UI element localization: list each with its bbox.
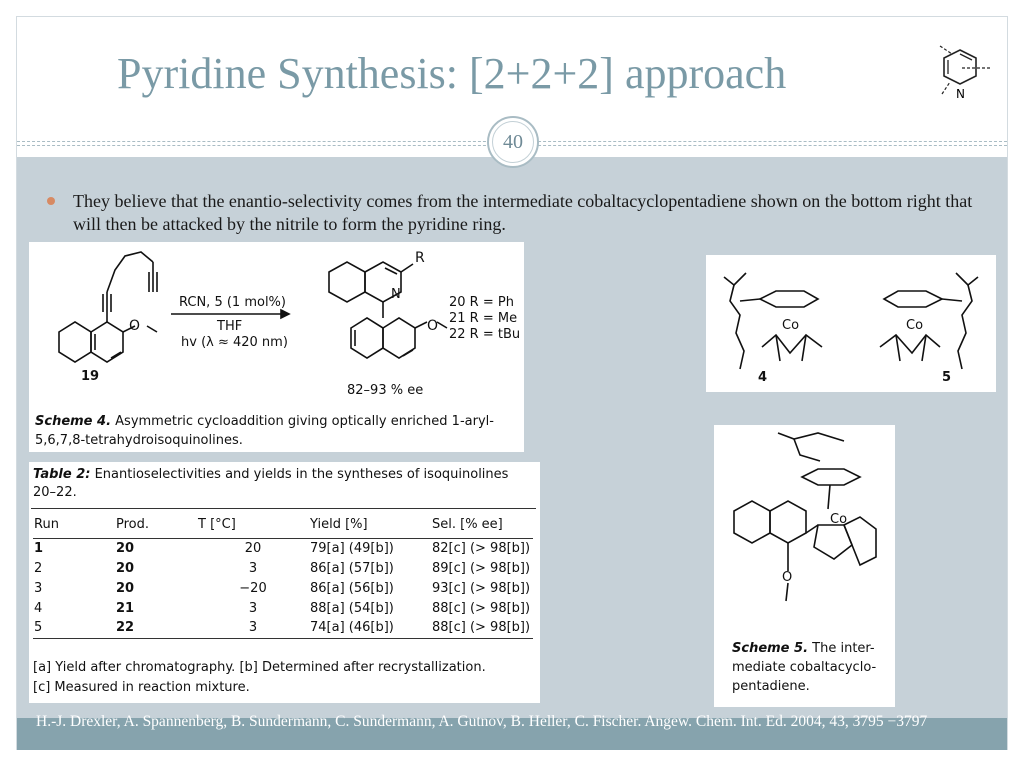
product-r-label: R xyxy=(415,250,425,266)
table2-caption-text: Enantioselectivities and yields in the syntheses of isoquinolines 20–22. xyxy=(33,467,509,500)
table2-caption xyxy=(33,466,533,502)
scheme5-co-label: Co xyxy=(830,512,848,527)
footer-citation: H.-J. Drexler, A. Spannenberg, B. Sundermann, C. Sundermann, A. Gutnov, B. Heller, C. Fischer. Angew. Chem. Int. Ed. 2004, 43, 3795 −3797 xyxy=(36,713,928,730)
table2-caption-lead: Table 2: xyxy=(33,467,91,482)
scheme5-panel xyxy=(714,425,895,707)
cell: 21 xyxy=(116,600,135,616)
table2-panel xyxy=(29,462,540,703)
scheme5-o-label: O xyxy=(782,570,793,585)
cell: 88[a] (54[b]) xyxy=(310,600,394,616)
table-row xyxy=(33,558,533,578)
scheme5-caption-line3: pentadiene. xyxy=(732,679,810,694)
cell: 82[c] (> 98[b]) xyxy=(432,540,531,556)
scheme5-caption xyxy=(732,639,892,696)
cell: 4 xyxy=(34,600,43,616)
cell: 79[a] (49[b]) xyxy=(310,540,394,556)
footnote-2: [c] Measured in reaction mixture. xyxy=(33,680,250,695)
header-temp: T [°C] xyxy=(198,517,236,533)
scheme5-caption-lead: Scheme 5. xyxy=(732,641,809,656)
product-21-label: 21 R = Me xyxy=(449,311,518,326)
header-yield: Yield [%] xyxy=(310,517,368,533)
cell: 20 xyxy=(116,560,135,576)
header-prod: Prod. xyxy=(116,517,150,533)
cell: 22 xyxy=(116,620,135,636)
cell: 88[c] (> 98[b]) xyxy=(432,620,531,636)
table2-rule-top xyxy=(31,508,536,509)
table2 xyxy=(33,512,533,639)
scheme5-caption-line2: mediate cobaltacyclo- xyxy=(732,660,877,675)
cell: 3 xyxy=(248,600,258,616)
catalysts-panel xyxy=(706,255,996,392)
footnote-1: [a] Yield after chromatography. [b] Determined after recrystallization. xyxy=(33,660,486,675)
reagent-label: RCN, 5 (1 mol%) xyxy=(179,295,286,310)
conditions-label: hv (λ ≈ 420 nm) xyxy=(181,335,288,350)
table2-footnotes xyxy=(33,658,538,698)
table-row xyxy=(33,598,533,618)
cell: 89[c] (> 98[b]) xyxy=(432,560,531,576)
header-sel: Sel. [% ee] xyxy=(432,517,503,533)
product-22-label: 22 R = tBu xyxy=(449,327,521,342)
scheme4-caption xyxy=(35,412,515,450)
icon-n-label: N xyxy=(956,87,965,101)
cell: 20 xyxy=(116,540,135,556)
scheme5-figure xyxy=(714,425,895,630)
cell: 3 xyxy=(248,620,258,636)
product-n-label: N xyxy=(391,287,401,302)
cell: 2 xyxy=(34,560,43,576)
header-run: Run xyxy=(34,517,59,533)
bullet-text: They believe that the enantio-selectivity comes from the intermediate cobaltacyclopentadiene shown on the bottom right that will then be attacked by the nitrile to form the pyridine ring. xyxy=(73,191,973,234)
scheme5-caption-line1: The inter- xyxy=(812,641,875,656)
product-oxygen: O xyxy=(427,318,439,334)
substrate-oxygen: O xyxy=(129,318,141,334)
cell: 1 xyxy=(34,540,44,556)
table-row xyxy=(33,618,533,638)
table-row xyxy=(33,578,533,598)
cell: 86[a] (57[b]) xyxy=(310,560,394,576)
cell: 3 xyxy=(34,580,43,596)
co-right-label: Co xyxy=(906,318,924,333)
cell: 20 xyxy=(116,580,135,596)
slide-number: 40 xyxy=(487,116,539,168)
catalyst-4-label: 4 xyxy=(758,370,768,385)
pyridine-icon xyxy=(936,44,992,102)
table-row xyxy=(33,538,533,558)
slide-title: Pyridine Synthesis: [2+2+2] approach xyxy=(117,49,787,98)
scheme4-panel xyxy=(29,242,524,452)
scheme4-caption-lead: Scheme 4. xyxy=(35,414,112,429)
solvent-label: THF xyxy=(217,319,243,334)
cell: 3 xyxy=(248,560,258,576)
cell: 20 xyxy=(244,540,262,556)
cell: 74[a] (46[b]) xyxy=(310,620,394,636)
catalysts-figure xyxy=(706,255,996,392)
ee-label: 82–93 % ee xyxy=(347,383,424,398)
cell: −20 xyxy=(239,580,267,596)
scheme4-caption-text: Asymmetric cycloaddition giving optically enriched 1-aryl-5,6,7,8-tetrahydroisoquinolines. xyxy=(35,414,494,448)
scheme4-reaction-figure xyxy=(29,242,524,410)
cell: 5 xyxy=(34,620,43,636)
cell: 88[c] (> 98[b]) xyxy=(432,600,531,616)
cell: 93[c] (> 98[b]) xyxy=(432,580,531,596)
cell: 86[a] (56[b]) xyxy=(310,580,394,596)
table2-header-row xyxy=(33,512,533,538)
catalyst-5-label: 5 xyxy=(942,370,952,385)
substrate-label: 19 xyxy=(81,369,100,384)
co-left-label: Co xyxy=(782,318,800,333)
bullet-marker xyxy=(47,197,55,205)
product-20-label: 20 R = Ph xyxy=(449,295,514,310)
